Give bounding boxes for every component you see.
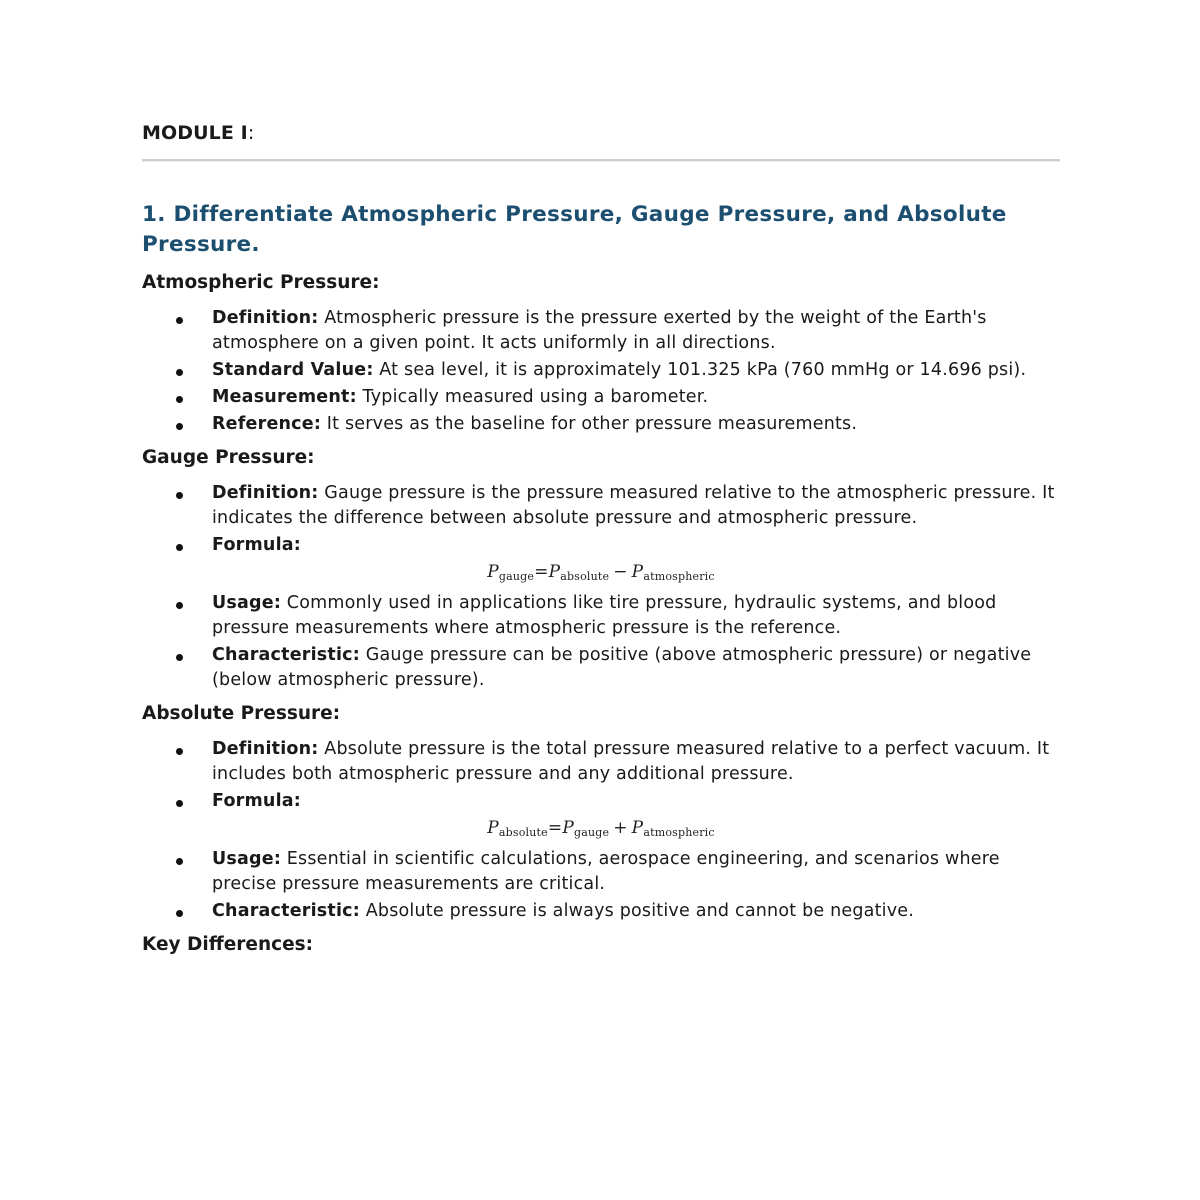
- bullet-icon: [176, 317, 183, 324]
- absolute-heading: Absolute Pressure:: [142, 703, 341, 724]
- absolute-formula: $P_{absolute}=P_{gauge} + P_{atmospheric}$: [487, 818, 715, 839]
- item-text: Absolute pressure is the total pressure measured relative to a perfect vacuum. It includes both atmospheric pressure and any additional pressure.: [212, 739, 1050, 784]
- bullet-icon: [176, 396, 183, 403]
- item-text: Gauge pressure can be positive (above atmospheric pressure) or negative (below atmospheric pressure).: [212, 645, 1032, 690]
- module-heading: [142, 122, 254, 144]
- list-item: [142, 591, 1060, 641]
- bullet-icon: [176, 369, 183, 376]
- bullet-icon: [176, 858, 183, 865]
- atmospheric-heading: Atmospheric Pressure:: [142, 272, 380, 293]
- item-label: Formula:: [212, 535, 301, 555]
- item-label: Characteristic:: [212, 645, 360, 665]
- bullet-icon: [176, 910, 183, 917]
- item-label: Measurement:: [212, 387, 357, 407]
- bullet-icon: [176, 654, 183, 661]
- bullet-icon: [176, 423, 183, 430]
- item-text: It serves as the baseline for other pressure measurements.: [321, 414, 858, 434]
- item-label: Definition:: [212, 483, 319, 503]
- item-label: Standard Value:: [212, 360, 374, 380]
- list-item: [142, 737, 1060, 787]
- item-label: Characteristic:: [212, 901, 360, 921]
- item-label: Definition:: [212, 739, 319, 759]
- list-item: [142, 306, 1060, 356]
- item-label: Formula:: [212, 791, 301, 811]
- item-label: Usage:: [212, 849, 282, 869]
- gauge-list: [142, 481, 1060, 693]
- list-item: [142, 358, 1060, 383]
- question-title: 1. Differentiate Atmospheric Pressure, Gauge Pressure, and Absolute Pressure.: [142, 202, 1007, 257]
- bullet-icon: [176, 492, 183, 499]
- list-item: [142, 899, 1060, 924]
- key-differences-heading: Key Differences:: [142, 934, 314, 955]
- horizontal-divider: [142, 159, 1060, 162]
- gauge-heading: Gauge Pressure:: [142, 447, 315, 468]
- item-label: Definition:: [212, 308, 319, 328]
- bullet-icon: [176, 800, 183, 807]
- list-item: [142, 481, 1060, 531]
- list-item: [142, 643, 1060, 693]
- module-colon: :: [247, 122, 255, 144]
- atmospheric-list: [142, 306, 1060, 437]
- list-item: [142, 533, 1060, 589]
- document-content: [142, 200, 1060, 968]
- item-label: Usage:: [212, 593, 282, 613]
- item-label: Reference:: [212, 414, 322, 434]
- item-text: Absolute pressure is always positive and cannot be negative.: [359, 901, 915, 921]
- list-item: [142, 789, 1060, 845]
- item-text: Gauge pressure is the pressure measured relative to the atmospheric pressure. It indicates the difference between absolute pressure and atmospheric pressure.: [212, 483, 1055, 528]
- item-text: Commonly used in applications like tire pressure, hydraulic systems, and blood pressure measurements where atmospheric pressure is the reference.: [212, 593, 997, 638]
- list-item: [142, 412, 1060, 437]
- module-label: MODULE I: [142, 122, 248, 144]
- bullet-icon: [176, 748, 183, 755]
- bullet-icon: [176, 544, 183, 551]
- item-text: Atmospheric pressure is the pressure exerted by the weight of the Earth's atmosphere on a given point. It acts uniformly in all directions.: [212, 308, 987, 353]
- absolute-list: [142, 737, 1060, 924]
- list-item: [142, 847, 1060, 897]
- item-text: Typically measured using a barometer.: [356, 387, 709, 407]
- list-item: [142, 385, 1060, 410]
- item-text: Essential in scientific calculations, aerospace engineering, and scenarios where precise pressure measurements are critical.: [212, 849, 1000, 894]
- gauge-formula: $P_{gauge}=P_{absolute} - P_{atmospheric}$: [487, 562, 715, 583]
- item-text: At sea level, it is approximately 101.325 kPa (760 mmHg or 14.696 psi).: [373, 360, 1027, 380]
- bullet-icon: [176, 602, 183, 609]
